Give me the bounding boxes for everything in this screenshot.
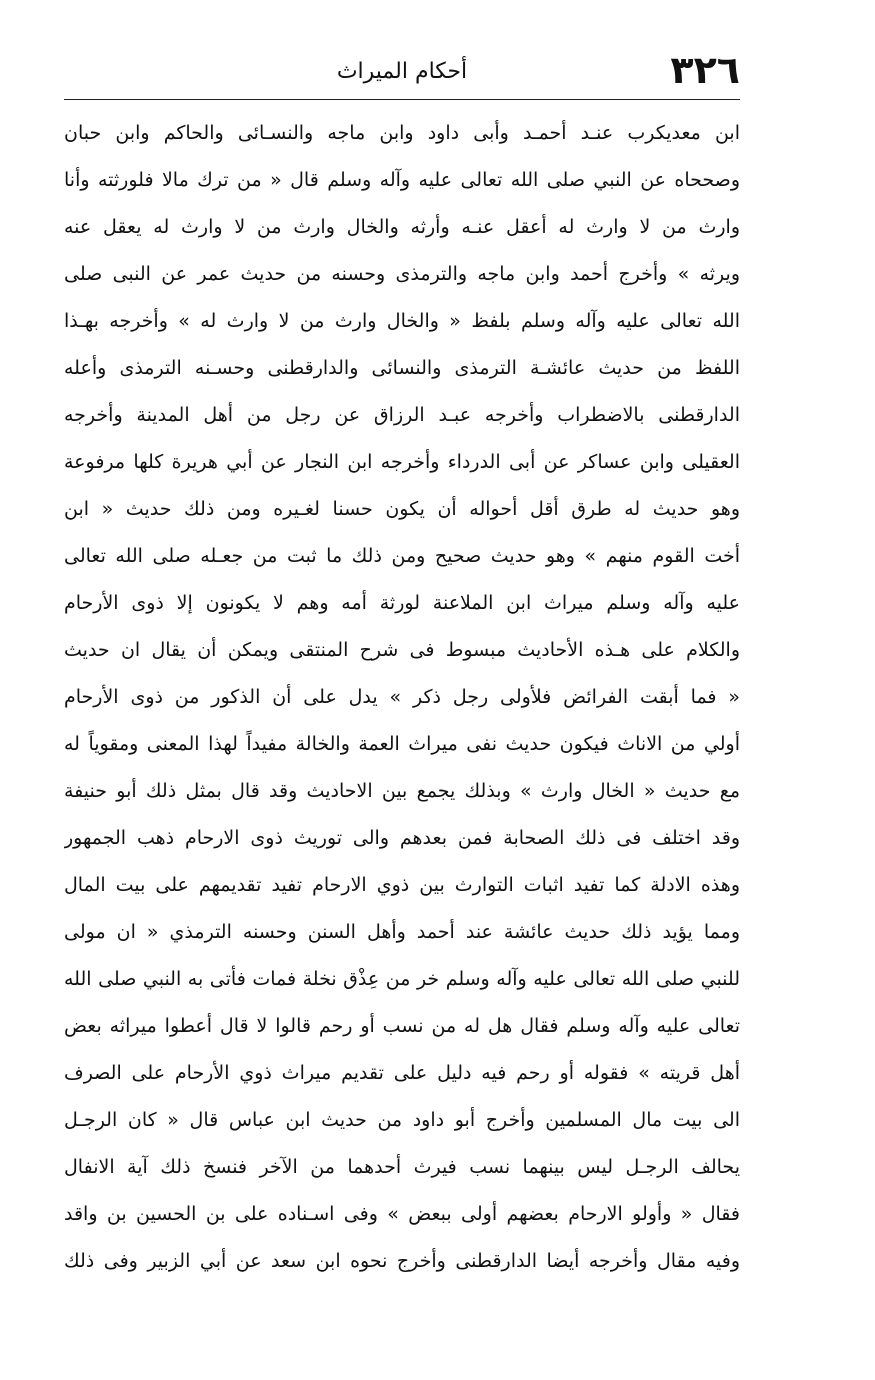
text-line: عليه وآله وسلم ميراث ابن الملاعنة لورثة أمه وهم لا يكونون إلا ذوى الأرحام bbox=[64, 592, 740, 614]
text-line: فقال « وأولو الارحام بعضهم أولى ببعض » وفى اسـناده على بن الحسين بن واقد bbox=[64, 1203, 740, 1225]
body-text bbox=[64, 110, 740, 1285]
text-line: أهل قريته » فقوله أو رحم فيه دليل على تقديم ميراث ذوي الأرحام على الصرف bbox=[64, 1062, 740, 1084]
text-line: الله تعالى عليه وآله وسلم بلفظ « والخال وارث من لا وارث له » وأخرجه بهـذا bbox=[64, 310, 740, 332]
text-line: وفيه مقال وأخرجه أيضا الدارقطنى وأخرج نحوه ابن سعد عن أبي الزبير وفى ذلك bbox=[64, 1250, 740, 1272]
text-line: يحالف الرجـل ليس بينهما نسب فيرث أحدهما من الآخر فنسخ ذلك آية الانفال bbox=[64, 1156, 740, 1178]
text-line: وارث من لا وارث له أعقل عنـه وأرثه والخال وارث من لا وارث له يعقل عنه bbox=[64, 216, 740, 238]
text-line: أخت القوم منهم » وهو حديث صحيح ومن ذلك ما ثبت من جعـله صلى الله تعالى bbox=[64, 545, 740, 567]
text-line: للنبي صلى الله تعالى عليه وآله وسلم خر من عِذْق نخلة فمات فأتى به النبي صلى الله bbox=[64, 968, 740, 990]
text-line: وهو حديث له طرق أقل أحواله أن يكون حسنا لغـيره ومن ذلك حديث « ابن bbox=[64, 498, 740, 520]
header-rule bbox=[64, 99, 740, 100]
text-line: « فما أبقت الفرائض فلأولى رجل ذكر » يدل على أن الذكور من ذوى الأرحام bbox=[64, 686, 740, 708]
text-line: وصححاه عن النبي صلى الله تعالى عليه وآله وسلم قال « من ترك مالا فلورثته وأنا bbox=[64, 169, 740, 191]
text-line: والكلام على هـذه الأحاديث مبسوط فى شرح المنتقى ويمكن أن يقال ان حديث bbox=[64, 639, 740, 661]
text-line: اللفظ من حديث عائشـة الترمذى والنسائى والدارقطنى وحسـنه الترمذى وأعله bbox=[64, 357, 740, 379]
text-line: أولي من الاناث فيكون حديث نفى ميراث العمة والخالة مفيداً لهذا المعنى ومقوياً له bbox=[64, 733, 740, 755]
text-line: ومما يؤيد ذلك حديث عائشة عند أحمد وأهل السنن وحسنه الترمذي « ان مولى bbox=[64, 921, 740, 943]
text-line: وقد اختلف فى ذلك الصحابة فمن بعدهم والى توريث ذوى الارحام ذهب الجمهور bbox=[64, 827, 740, 849]
page-header bbox=[64, 48, 740, 96]
text-line: مع حديث « الخال وارث » وبذلك يجمع بين الاحاديث وقد قال بمثل ذلك أبو حنيفة bbox=[64, 780, 740, 802]
text-line: الدارقطنى بالاضطراب وأخرجه عبـد الرزاق عن رجل من أهل المدينة وأخرجه bbox=[64, 404, 740, 426]
text-line: ابن معديكرب عنـد أحمـد وأبى داود وابن ماجه والنسـائى والحاكم وابن حبان bbox=[64, 122, 740, 144]
text-line: العقيلى وابن عساكر عن أبى الدرداء وأخرجه ابن النجار عن أبي هريرة كلها مرفوعة bbox=[64, 451, 740, 473]
text-line: ويرثه » وأخرج أحمد وابن ماجه والترمذى وحسنه من حديث عمر عن النبى صلى bbox=[64, 263, 740, 285]
text-line: وهذه الادلة كما تفيد اثبات التوارث بين ذوي الارحام تفيد تقديمهم على بيت المال bbox=[64, 874, 740, 896]
page-number: ٣٢٦ bbox=[670, 48, 740, 92]
text-line: تعالى عليه وآله وسلم فقال هل له من نسب أو رحم قالوا لا قال أعطوا ميراثه بعض bbox=[64, 1015, 740, 1037]
text-line: الى بيت مال المسلمين وأخرج أبو داود من حديث ابن عباس قال « كان الرجـل bbox=[64, 1109, 740, 1131]
running-title: أحكام الميراث bbox=[336, 59, 468, 84]
